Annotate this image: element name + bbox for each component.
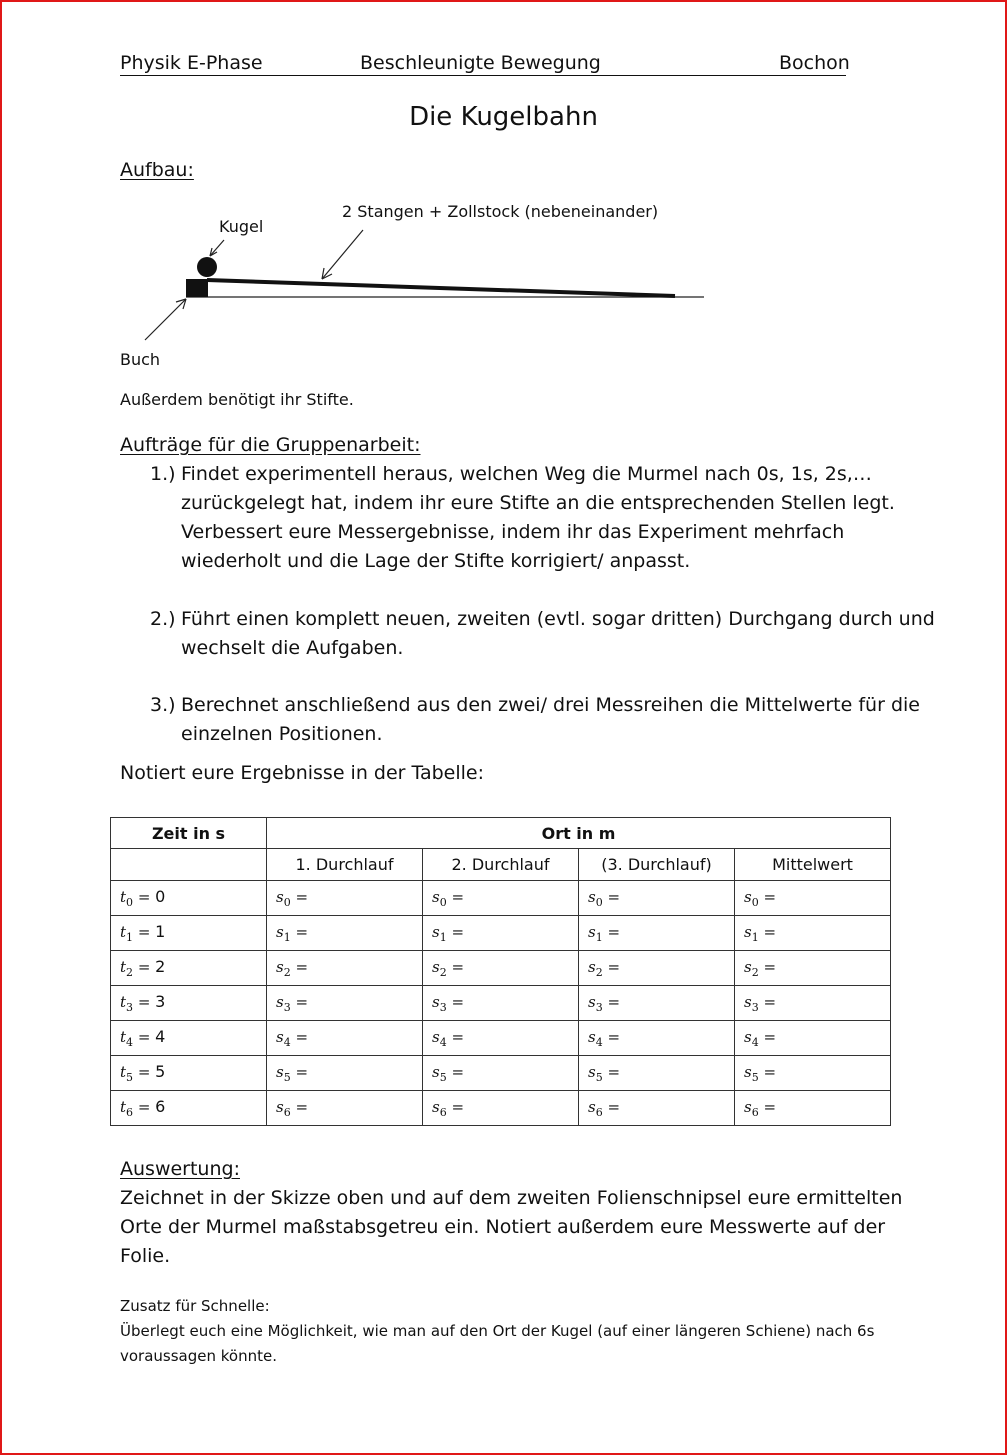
time-cell: $t_4 = 4$ [111,1021,267,1056]
time-cell: $t_2 = 2$ [111,951,267,986]
position-cell[interactable]: $s_5$ = [267,1056,423,1091]
table-row [111,1021,891,1056]
header-blank [111,849,267,881]
position-cell[interactable]: $s_0$ = [267,881,423,916]
task-3-text: Berechnet anschließend aus den zwei/ drei Messreihen die Mittelwerte für die einzelnen Positionen. [181,694,920,745]
time-cell: $t_3 = 3$ [111,986,267,1021]
header-run-2: 2. Durchlauf [423,849,579,881]
position-cell[interactable]: $s_4$ = [423,1021,579,1056]
position-cell[interactable]: $s_5$ = [579,1056,735,1091]
book-arrow [145,299,186,340]
position-cell[interactable]: $s_2$ = [579,951,735,986]
position-cell[interactable]: $s_0$ = [579,881,735,916]
tasks-heading: Aufträge für die Gruppenarbeit: [120,434,421,456]
rail-shape [207,280,675,296]
task-1-text: Findet experimentell heraus, welchen Weg die Murmel nach 0s, 1s, 2s,… zurückgelegt hat, indem ihr eure Stifte an die entsprechenden Stellen legt. Verbessert eure Messergebnisse, indem ihr das Experiment mehrfach wiederholt und die Lage der Stifte korrigiert/ anpasst. [181,463,895,572]
time-cell: $t_6 = 6$ [111,1091,267,1126]
position-cell[interactable]: $s_6$ = [579,1091,735,1126]
table-header-row-1 [111,818,891,849]
position-cell[interactable]: $s_2$ = [267,951,423,986]
position-cell[interactable]: $s_3$ = [423,986,579,1021]
position-cell[interactable]: $s_2$ = [423,951,579,986]
ball-shape [197,257,217,277]
position-cell[interactable]: $s_0$ = [735,881,891,916]
label-ball: Kugel [219,217,264,236]
position-cell[interactable]: $s_1$ = [267,916,423,951]
auswertung-text: Zeichnet in der Skizze oben und auf dem zweiten Folienschnipsel eure ermittelten Orte der Murmel maßstabsgetreu ein. Notiert außerdem eure Messwerte auf der Folie. [120,1187,903,1267]
rails-arrow [322,230,363,279]
position-cell[interactable]: $s_0$ = [423,881,579,916]
ball-arrow [210,240,224,256]
header-subject: Physik E-Phase [120,52,263,74]
position-cell[interactable]: $s_6$ = [423,1091,579,1126]
zusatz-heading: Zusatz für Schnelle: [120,1297,270,1315]
position-cell[interactable]: $s_5$ = [423,1056,579,1091]
position-cell[interactable]: $s_6$ = [735,1091,891,1126]
position-cell[interactable]: $s_4$ = [579,1021,735,1056]
position-cell[interactable]: $s_3$ = [579,986,735,1021]
task-3 [150,691,940,751]
time-cell: $t_5 = 5$ [111,1056,267,1091]
position-cell[interactable]: $s_2$ = [735,951,891,986]
position-cell[interactable]: $s_4$ = [267,1021,423,1056]
task-2-number: 2.) [150,608,176,630]
label-book: Buch [120,350,161,369]
position-cell[interactable]: $s_3$ = [267,986,423,1021]
header-run-1: 1. Durchlauf [267,849,423,881]
task-1 [150,460,940,580]
header-mean: Mittelwert [735,849,891,881]
task-2-text: Führt einen komplett neuen, zweiten (evtl. sogar dritten) Durchgang durch und wechselt die Aufgaben. [181,608,935,659]
time-cell: $t_1 = 1$ [111,916,267,951]
position-cell[interactable]: $s_5$ = [735,1056,891,1091]
task-3-number: 3.) [150,694,176,716]
position-cell[interactable]: $s_6$ = [267,1091,423,1126]
table-row [111,916,891,951]
zusatz-text: Überlegt euch eine Möglichkeit, wie man auf den Ort der Kugel (auf einer längeren Schiene) nach 6s voraussagen könnte. [120,1322,875,1365]
table-row [111,951,891,986]
task-1-number: 1.) [150,463,176,485]
auswertung-heading: Auswertung: [120,1158,240,1180]
table-intro: Notiert eure Ergebnisse in der Tabelle: [120,762,485,784]
table-row [111,986,891,1021]
header-run-3: (3. Durchlauf) [579,849,735,881]
position-cell[interactable]: $s_3$ = [735,986,891,1021]
header-topic: Beschleunigte Bewegung [360,52,601,74]
header-rule [120,75,846,76]
position-cell[interactable]: $s_1$ = [735,916,891,951]
results-table [110,817,891,1126]
header-author: Bochon [779,52,850,74]
page-title: Die Kugelbahn [409,102,598,132]
table-row [111,1091,891,1126]
materials-note: Außerdem benötigt ihr Stifte. [120,390,354,409]
position-cell[interactable]: $s_1$ = [423,916,579,951]
aufbau-heading: Aufbau: [120,159,194,181]
position-cell[interactable]: $s_1$ = [579,916,735,951]
task-2 [150,605,940,665]
time-cell: $t_0 = 0$ [111,881,267,916]
label-rails: 2 Stangen + Zollstock (nebeneinander) [342,202,659,221]
table-row [111,881,891,916]
table-row [111,1056,891,1091]
book-shape [186,279,208,297]
position-cell[interactable]: $s_4$ = [735,1021,891,1056]
table-header-row-2 [111,849,891,881]
header-time: Zeit in s [111,818,267,849]
header-position: Ort in m [267,818,891,849]
